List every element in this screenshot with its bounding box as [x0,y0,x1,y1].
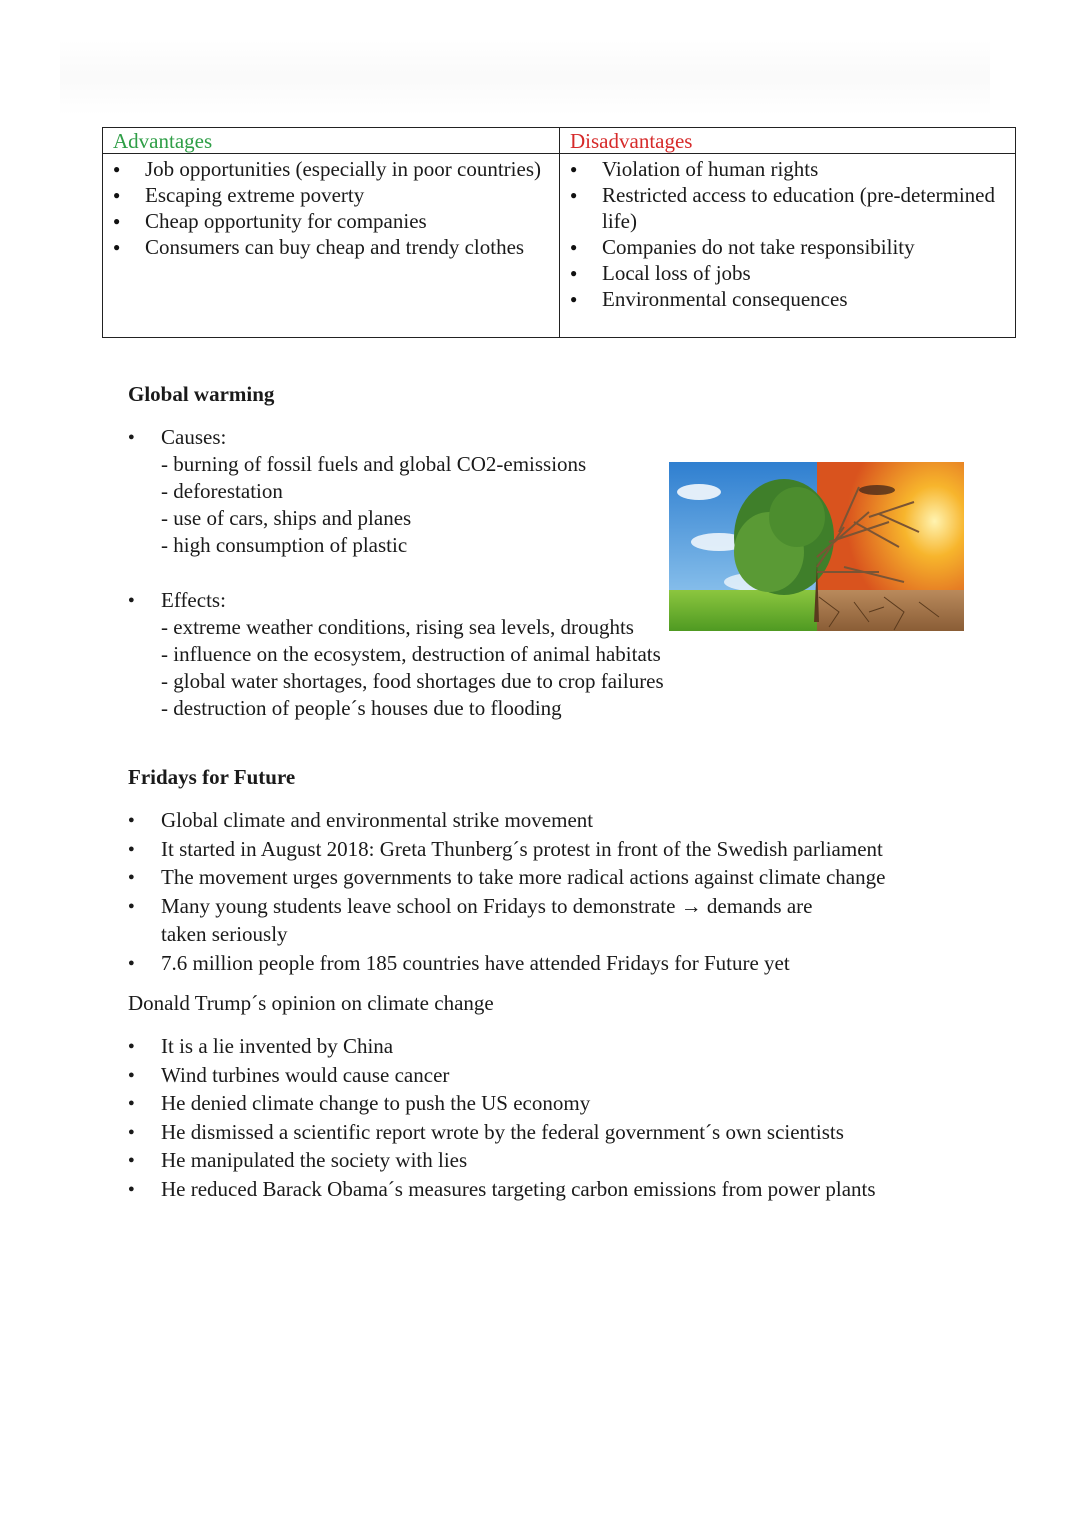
tree-illustration-icon [669,462,964,631]
faded-header-strip [60,40,990,115]
effect-item: - extreme weather conditions, rising sea levels, droughts [161,615,634,639]
advantages-disadvantages-table [102,127,1016,338]
disadvantage-item: ● Companies do not take responsibility [560,234,1015,260]
fridays-item: ● Global climate and environmental strike movement [128,806,958,835]
effects-block [128,587,728,722]
fridays-item: ● 7.6 million people from 185 countries have attended Fridays for Future yet [128,949,958,978]
global-warming-heading: Global warming [128,382,275,406]
causes-label: ● Causes: [128,424,728,451]
causes-block [128,424,728,559]
cause-item: - use of cars, ships and planes [161,506,412,530]
advantages-list [103,154,559,260]
effects-label: ● Effects: [128,587,728,614]
disadvantage-item: ● Restricted access to education (pre-determined life) [560,182,1015,234]
fridays-list [128,806,958,978]
advantage-item: ● Consumers can buy cheap and trendy clothes [103,234,559,260]
cause-item: - high consumption of plastic [161,533,408,557]
climate-tree-image [669,462,964,631]
trump-item: ● He manipulated the society with lies [128,1146,958,1175]
effect-item: - destruction of people´s houses due to flooding [161,696,562,720]
fridays-item: ● The movement urges governments to take more radical actions against climate change [128,863,958,892]
advantage-item: ● Escaping extreme poverty [103,182,559,208]
cause-item: - burning of fossil fuels and global CO2-emissions [161,452,587,476]
advantage-item: ● Job opportunities (especially in poor countries) [103,156,559,182]
disadvantages-header: Disadvantages [560,128,1015,154]
disadvantages-list [560,154,1015,312]
advantages-column [103,128,559,337]
trump-list [128,1032,958,1204]
trump-opinion-heading: Donald Trump´s opinion on climate change [128,991,494,1015]
trump-item: ● Wind turbines would cause cancer [128,1061,958,1090]
trump-item: ● He denied climate change to push the US economy [128,1089,958,1118]
fridays-item: ● It started in August 2018: Greta Thunberg´s protest in front of the Swedish parliament [128,835,958,864]
trump-item: ● It is a lie invented by China [128,1032,958,1061]
effect-item: - influence on the ecosystem, destruction of animal habitats [161,642,661,666]
advantage-item: ● Cheap opportunity for companies [103,208,559,234]
trump-item: ● He dismissed a scientific report wrote by the federal government´s own scientists [128,1118,958,1147]
trump-item: ● He reduced Barack Obama´s measures targeting carbon emissions from power plants [128,1175,958,1204]
disadvantage-item: ● Local loss of jobs [560,260,1015,286]
disadvantage-item: ● Environmental consequences [560,286,1015,312]
fridays-for-future-heading: Fridays for Future [128,765,296,789]
effect-item: - global water shortages, food shortages due to crop failures [161,669,664,693]
advantages-header: Advantages [103,128,559,154]
fridays-item: ● Many young students leave school on Fridays to demonstrate → demands are taken seriously [128,892,861,949]
cause-item: - deforestation [161,479,283,503]
disadvantages-column [559,128,1015,337]
disadvantage-item: ● Violation of human rights [560,156,1015,182]
